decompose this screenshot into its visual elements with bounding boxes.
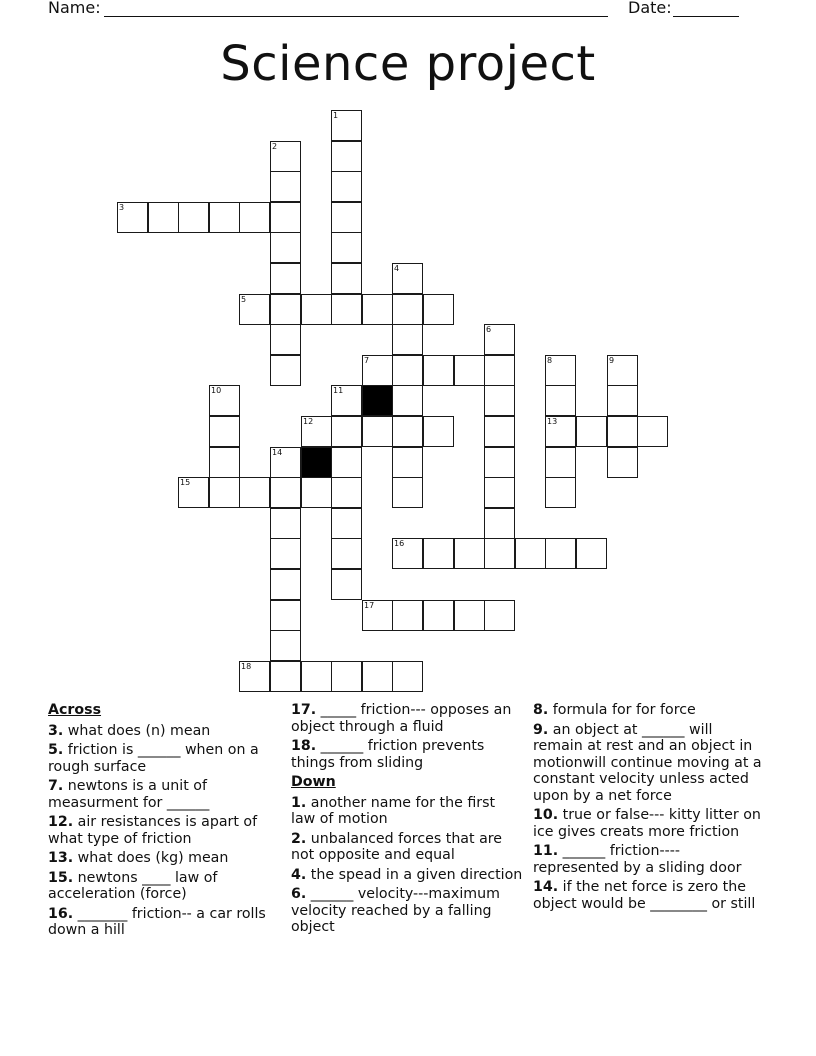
page-title: Science project: [220, 36, 596, 92]
crossword-cell[interactable]: [576, 416, 607, 447]
crossword-cell[interactable]: [392, 477, 423, 508]
crossword-cell[interactable]: [331, 263, 362, 294]
clues-column-3: [533, 702, 765, 915]
crossword-cell[interactable]: [331, 202, 362, 233]
clue-down-1: 1. another name for the first law of motion: [291, 794, 496, 827]
crossword-cell[interactable]: [392, 355, 423, 386]
crossword-cell[interactable]: [209, 477, 240, 508]
clues-column-1: [48, 702, 280, 942]
crossword-cell[interactable]: [331, 385, 362, 416]
clue-across-13: 13. what does (kg) mean: [48, 850, 229, 866]
crossword-cell[interactable]: [209, 385, 240, 416]
crossword-cell[interactable]: [484, 447, 515, 478]
crossword-cell[interactable]: [484, 508, 515, 539]
clue-number: 13: [547, 417, 558, 426]
crossword-cell[interactable]: [117, 202, 148, 233]
crossword-cell[interactable]: [454, 600, 485, 631]
crossword-cell[interactable]: [239, 294, 270, 325]
crossword-cell[interactable]: [392, 294, 423, 325]
crossword-cell[interactable]: [301, 477, 332, 508]
clue-number: 6: [486, 325, 492, 334]
down-heading: Down: [291, 774, 336, 790]
clue-number: 15: [180, 478, 191, 487]
crossword-cell[interactable]: [331, 447, 362, 478]
crossword-cell[interactable]: [392, 538, 423, 569]
clue-number: 17: [364, 601, 375, 610]
crossword-cell[interactable]: [270, 202, 301, 233]
crossword-cell[interactable]: [607, 447, 638, 478]
crossword-cell[interactable]: [270, 569, 301, 600]
crossword-cell[interactable]: [331, 171, 362, 202]
crossword-cell[interactable]: [576, 538, 607, 569]
clues-column-2: [291, 702, 523, 939]
clue-number: 18: [241, 662, 252, 671]
crossword-cell[interactable]: [239, 661, 270, 692]
crossword-cell[interactable]: [301, 294, 332, 325]
crossword-cell[interactable]: [484, 355, 515, 386]
clue-down-8: 8. formula for for force: [533, 702, 696, 718]
crossword-cell[interactable]: [545, 447, 576, 478]
crossword-cell[interactable]: [239, 477, 270, 508]
crossword-cell[interactable]: [362, 416, 393, 447]
crossword-cell[interactable]: [270, 141, 301, 172]
crossword-cell[interactable]: [392, 416, 423, 447]
clue-across-17: 17. _____ friction--- opposes an object through a fluid: [291, 702, 512, 735]
crossword-cell[interactable]: [607, 385, 638, 416]
crossword-cell[interactable]: [331, 477, 362, 508]
clue-number: 4: [394, 264, 400, 273]
crossword-cell[interactable]: [392, 385, 423, 416]
clue-number: 3: [119, 203, 125, 212]
crossword-cell[interactable]: [423, 600, 454, 631]
crossword-block-cell: [362, 385, 393, 416]
clue-down-11: 11. ______ friction---- represented by a sliding door: [533, 843, 742, 876]
crossword-cell[interactable]: [331, 141, 362, 172]
clue-number: 10: [211, 386, 222, 395]
clue-across-16: 16. _______ friction-- a car rolls down a hill: [48, 905, 266, 938]
crossword-cell[interactable]: [362, 600, 393, 631]
crossword-cell[interactable]: [362, 294, 393, 325]
clue-down-9: 9. an object at ______ will remain at rest and an object in motionwill continue moving at a constant velocity unless acted upon by a net force: [533, 721, 762, 804]
crossword-cell[interactable]: [270, 538, 301, 569]
clue-down-2: 2. unbalanced forces that are not opposite and equal: [291, 830, 503, 863]
crossword-cell[interactable]: [270, 355, 301, 386]
clue-across-7: 7. newtons is a unit of measurment for ______: [48, 778, 210, 811]
clue-number: 2: [272, 142, 278, 151]
clue-down-4: 4. the spead in a given direction: [291, 866, 523, 883]
date-label: Date:: [628, 0, 672, 17]
crossword-cell[interactable]: [392, 447, 423, 478]
crossword-cell[interactable]: [484, 385, 515, 416]
clue-across-15: 15. newtons ____ law of acceleration (force): [48, 869, 218, 902]
crossword-cell[interactable]: [362, 661, 393, 692]
crossword-cell[interactable]: [270, 447, 301, 478]
crossword-cell[interactable]: [270, 171, 301, 202]
crossword-cell[interactable]: [331, 661, 362, 692]
crossword-block-cell: [301, 447, 332, 478]
crossword-cell[interactable]: [423, 416, 454, 447]
clue-number: 8: [547, 356, 553, 365]
clue-down-10: 10. true or false--- kitty litter on ice gives creats more friction: [533, 807, 761, 840]
crossword-cell[interactable]: [270, 294, 301, 325]
crossword-cell[interactable]: [331, 508, 362, 539]
crossword-cell[interactable]: [484, 477, 515, 508]
crossword-cell[interactable]: [545, 385, 576, 416]
crossword-cell[interactable]: [362, 355, 393, 386]
crossword-cell[interactable]: [637, 416, 668, 447]
crossword-cell[interactable]: [484, 324, 515, 355]
clue-number: 12: [303, 417, 314, 426]
crossword-cell[interactable]: [209, 202, 240, 233]
crossword-cell[interactable]: [545, 538, 576, 569]
clue-number: 1: [333, 111, 339, 120]
clue-number: 11: [333, 386, 344, 395]
clue-across-18: 18. ______ friction prevents things from sliding: [291, 738, 485, 771]
crossword-cell[interactable]: [484, 600, 515, 631]
across-heading: Across: [48, 702, 102, 718]
crossword-cell[interactable]: [607, 416, 638, 447]
crossword-cell[interactable]: [209, 416, 240, 447]
crossword-cell[interactable]: [423, 294, 454, 325]
clue-across-12: 12. air resistances is apart of what type of friction: [48, 814, 258, 847]
crossword-cell[interactable]: [454, 355, 485, 386]
crossword-cell[interactable]: [178, 477, 209, 508]
crossword-cell[interactable]: [545, 416, 576, 447]
crossword-cell[interactable]: [270, 232, 301, 263]
crossword-cell[interactable]: [484, 538, 515, 569]
crossword-cell[interactable]: [392, 661, 423, 692]
crossword-cell[interactable]: [270, 661, 301, 692]
crossword-cell[interactable]: [209, 447, 240, 478]
crossword-cell[interactable]: [270, 324, 301, 355]
crossword-cell[interactable]: [270, 600, 301, 631]
clue-down-14: 14. if the net force is zero the object would be ________ or still: [533, 879, 756, 912]
clue-number: 7: [364, 356, 370, 365]
clue-number: 5: [241, 295, 247, 304]
crossword-cell[interactable]: [484, 416, 515, 447]
crossword-cell[interactable]: [423, 538, 454, 569]
crossword-cell[interactable]: [331, 538, 362, 569]
crossword-cell[interactable]: [301, 661, 332, 692]
clue-across-3: 3. what does (n) mean: [48, 722, 211, 739]
clue-across-5: 5. friction is ______ when on a rough surface: [48, 742, 259, 775]
crossword-cell[interactable]: [331, 416, 362, 447]
clue-number: 14: [272, 448, 283, 457]
crossword-cell[interactable]: [392, 324, 423, 355]
crossword-cell[interactable]: [392, 263, 423, 294]
crossword-cell[interactable]: [270, 508, 301, 539]
crossword-cell[interactable]: [515, 538, 546, 569]
crossword-cell[interactable]: [423, 355, 454, 386]
crossword-cell[interactable]: [607, 355, 638, 386]
crossword-cell[interactable]: [545, 355, 576, 386]
crossword-cell[interactable]: [331, 294, 362, 325]
name-label: Name:: [48, 0, 101, 17]
crossword-cell[interactable]: [239, 202, 270, 233]
clue-down-6: 6. ______ velocity---maximum velocity reached by a falling object: [291, 886, 500, 935]
crossword-cell[interactable]: [331, 110, 362, 141]
clue-number: 16: [394, 539, 405, 548]
crossword-cell[interactable]: [454, 538, 485, 569]
crossword-cell[interactable]: [148, 202, 179, 233]
crossword-cell[interactable]: [178, 202, 209, 233]
crossword-cell[interactable]: [270, 477, 301, 508]
crossword-cell[interactable]: [270, 263, 301, 294]
crossword-cell[interactable]: [301, 416, 332, 447]
clue-number: 9: [609, 356, 615, 365]
crossword-cell[interactable]: [545, 477, 576, 508]
crossword-cell[interactable]: [331, 569, 362, 600]
crossword-cell[interactable]: [392, 600, 423, 631]
crossword-cell[interactable]: [331, 232, 362, 263]
crossword-cell[interactable]: [270, 630, 301, 661]
